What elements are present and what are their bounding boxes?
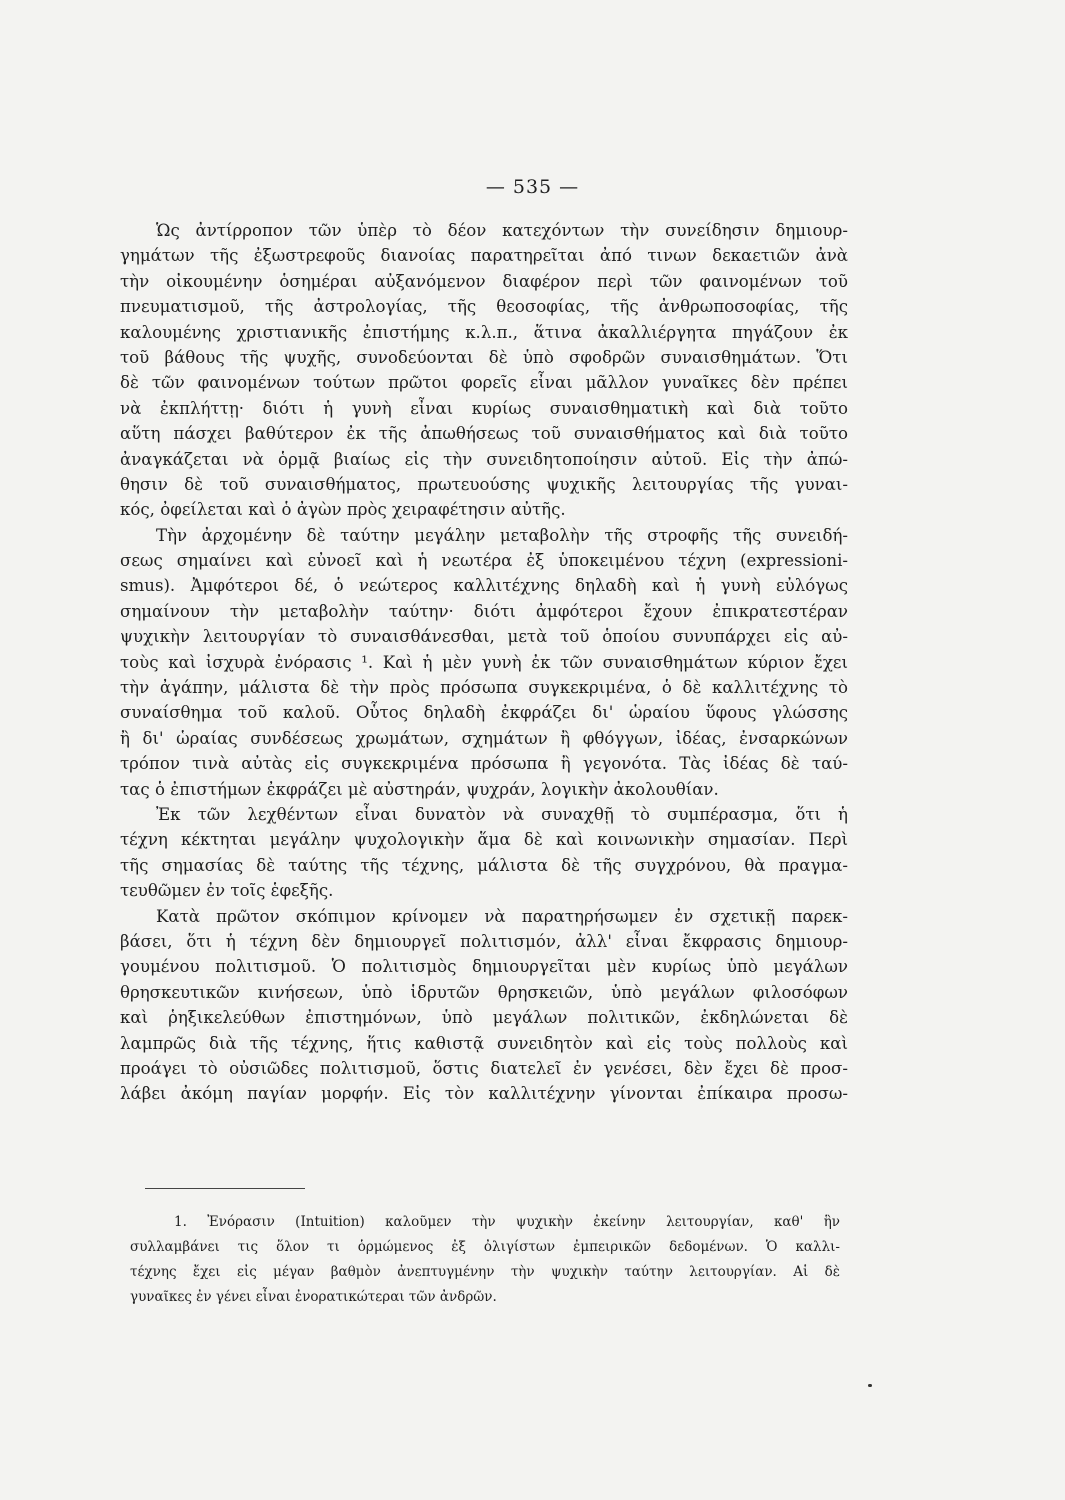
body-line: ἀναγκάζεται νὰ ὁρμᾷ βιαίως εἰς τὴν συνειδητοποίησιν αὐτοῦ. Εἰς τὴν ἀπώ- (120, 449, 848, 469)
body-line: καλουμένης χριστιανικῆς ἐπιστήμης κ.λ.π., ἅτινα ἀκαλλιέργητα πηγάζουν ἐκ (120, 322, 848, 342)
body-line: τοὺς καὶ ἰσχυρὰ ἐνόρασις ¹. Καὶ ἡ μὲν γυνὴ ἐκ τῶν συναισθημάτων κύριον ἔχει (120, 652, 848, 672)
footnote-line: συλλαμβάνει τις ὅλον τι ὁρμώμενος ἐξ ὀλιγίστων ἐμπειρικῶν δεδομένων. Ὁ καλλι- (130, 1239, 840, 1255)
body-line: τὴν οἰκουμένην ὁσημέραι αὐξανόμενον διαφέρον περὶ τῶν φαινομένων τοῦ (120, 271, 848, 291)
body-line: καὶ ῥηξικελεύθων ἐπιστημόνων, ὑπὸ μεγάλων πολιτικῶν, ἐκδηλώνεται δὲ (120, 1008, 848, 1028)
body-line: Τὴν ἀρχομένην δὲ ταύτην μεγάλην μεταβολὴν τῆς στροφῆς τῆς συνειδή- (156, 525, 848, 545)
body-line: θησιν δὲ τοῦ συναισθήματος, πρωτευούσης ψυχικῆς λειτουργίας τῆς γυναι- (120, 474, 848, 494)
body-line: νὰ ἐκπλήττῃ· διότι ἡ γυνὴ εἶναι κυρίως συναισθηματικὴ καὶ διὰ τοῦτο (120, 398, 848, 418)
body-line: σεως σημαίνει καὶ εὐνοεῖ καὶ ἡ νεωτέρα ἐξ ὑποκειμένου τέχνη (expressioni- (120, 551, 848, 571)
body-line: τῆς σημασίας δὲ ταύτης τῆς τέχνης, μάλιστα δὲ τῆς συγχρόνου, θὰ πραγμα- (120, 855, 848, 875)
body-line: τοῦ βάθους τῆς ψυχῆς, συνοδεύονται δὲ ὑπὸ σφοδρῶν συναισθημάτων. Ὅτι (120, 347, 848, 367)
body-line: τὴν ἀγάπην, μάλιστα δὲ τὴν πρὸς πρόσωπα συγκεκριμένα, ὁ δὲ καλλιτέχνης τὸ (120, 678, 848, 698)
body-line: λάβει ἀκόμη παγίαν μορφήν. Εἰς τὸν καλλιτέχνην γίνονται ἐπίκαιρα προσω- (120, 1084, 848, 1104)
body-line: γημάτων τῆς ἐξωστρεφοῦς διανοίας παρατηρεῖται ἀπό τινων δεκαετιῶν ἀνὰ (120, 246, 848, 266)
page-number: — 535 — (485, 176, 580, 198)
footnote-line: γυναῖκες ἐν γένει εἶναι ἐνορατικώτεραι τῶν ἀνδρῶν. (130, 1289, 497, 1305)
footnotes (130, 1210, 840, 1310)
footnote-line: τέχνης ἔχει εἰς μέγαν βαθμὸν ἀνεπτυγμένην τὴν ψυχικὴν ταύτην λειτουργίαν. Αἱ δὲ (130, 1264, 840, 1280)
body-line: δὲ τῶν φαινομένων τούτων πρῶτοι φορεῖς εἶναι μᾶλλον γυναῖκες δὲν πρέπει (120, 373, 848, 393)
footnote-divider (145, 1188, 305, 1189)
body-line: τέχνη κέκτηται μεγάλην ψυχολογικὴν ἅμα δὲ καὶ κοινωνικὴν σημασίαν. Περὶ (120, 830, 848, 850)
body-line: βάσει, ὅτι ἡ τέχνη δὲν δημιουργεῖ πολιτισμόν, ἀλλ' εἶναι ἔκφρασις δημιουρ- (120, 931, 848, 951)
body-line: ψυχικὴν λειτουργίαν τὸ συναισθάνεσθαι, μετὰ τοῦ ὁποίου συνυπάρχει εἰς αὐ- (120, 627, 848, 647)
footnote-line: 1. Ἐνόρασιν (Intuition) καλοῦμεν τὴν ψυχικὴν ἐκείνην λειτουργίαν, καθ' ἣν (174, 1214, 840, 1230)
body-line: σημαίνουν τὴν μεταβολὴν ταύτην· διότι ἀμφότεροι ἔχουν ἐπικρατεστέραν (120, 601, 848, 621)
body-line: τας ὁ ἐπιστήμων ἐκφράζει μὲ αὐστηράν, ψυχράν, λογικὴν ἀκολουθίαν. (120, 779, 719, 799)
body-line: πνευματισμοῦ, τῆς ἀστρολογίας, τῆς θεοσοφίας, τῆς ἀνθρωποσοφίας, τῆς (120, 297, 848, 317)
body-line: συναίσθημα τοῦ καλοῦ. Οὗτος δηλαδὴ ἐκφράζει δι' ὡραίου ὕφους γλώσσης (120, 703, 848, 723)
body-line: λαμπρῶς διὰ τῆς τέχνης, ἥτις καθιστᾷ συνειδητὸν καὶ εἰς τοὺς πολλοὺς καὶ (120, 1033, 848, 1053)
body-line: αὕτη πάσχει βαθύτερον ἐκ τῆς ἀπωθήσεως τοῦ συναισθήματος καὶ διὰ τοῦτο (120, 424, 848, 444)
body-line: Ἐκ τῶν λεχθέντων εἶναι δυνατὸν νὰ συναχθῇ τὸ συμπέρασμα, ὅτι ἡ (156, 804, 848, 824)
body-line: ἢ δι' ὡραίας συνδέσεως χρωμάτων, σχημάτων ἢ φθόγγων, ἰδέας, ἐνσαρκώνων (120, 728, 848, 748)
body-line: τευθῶμεν ἐν τοῖς ἑφεξῆς. (120, 881, 334, 901)
body-line: τρόπον τινὰ αὐτὰς εἰς συγκεκριμένα πρόσωπα ἢ γεγονότα. Τὰς ἰδέας δὲ ταύ- (120, 754, 848, 774)
body-line: smus). Ἀμφότεροι δέ, ὁ νεώτερος καλλιτέχνης δηλαδὴ καὶ ἡ γυνὴ εὐλόγως (120, 576, 848, 596)
body-line: γουμένου πολιτισμοῦ. Ὁ πολιτισμὸς δημιουργεῖται μὲν κυρίως ὑπὸ μεγάλων (120, 957, 848, 977)
body-line: κός, ὀφείλεται καὶ ὁ ἀγὼν πρὸς χειραφέτησιν αὐτῆς. (120, 500, 566, 520)
body-line: προάγει τὸ οὐσιῶδες πολιτισμοῦ, ὅστις διατελεῖ ἐν γενέσει, δὲν ἔχει δὲ προσ- (120, 1058, 848, 1078)
body-text (120, 218, 848, 1107)
body-line: Ὡς ἀντίρροπον τῶν ὑπὲρ τὸ δέον κατεχόντων τὴν συνείδησιν δημιουρ- (156, 221, 848, 240)
body-line: Κατὰ πρῶτον σκόπιμον κρίνομεν νὰ παρατηρήσωμεν ἐν σχετικῇ παρεκ- (156, 906, 848, 926)
paper-speck (868, 1384, 872, 1387)
body-line: θρησκευτικῶν κινήσεων, ὑπὸ ἱδρυτῶν θρησκειῶν, ὑπὸ μεγάλων φιλοσόφων (120, 982, 848, 1002)
